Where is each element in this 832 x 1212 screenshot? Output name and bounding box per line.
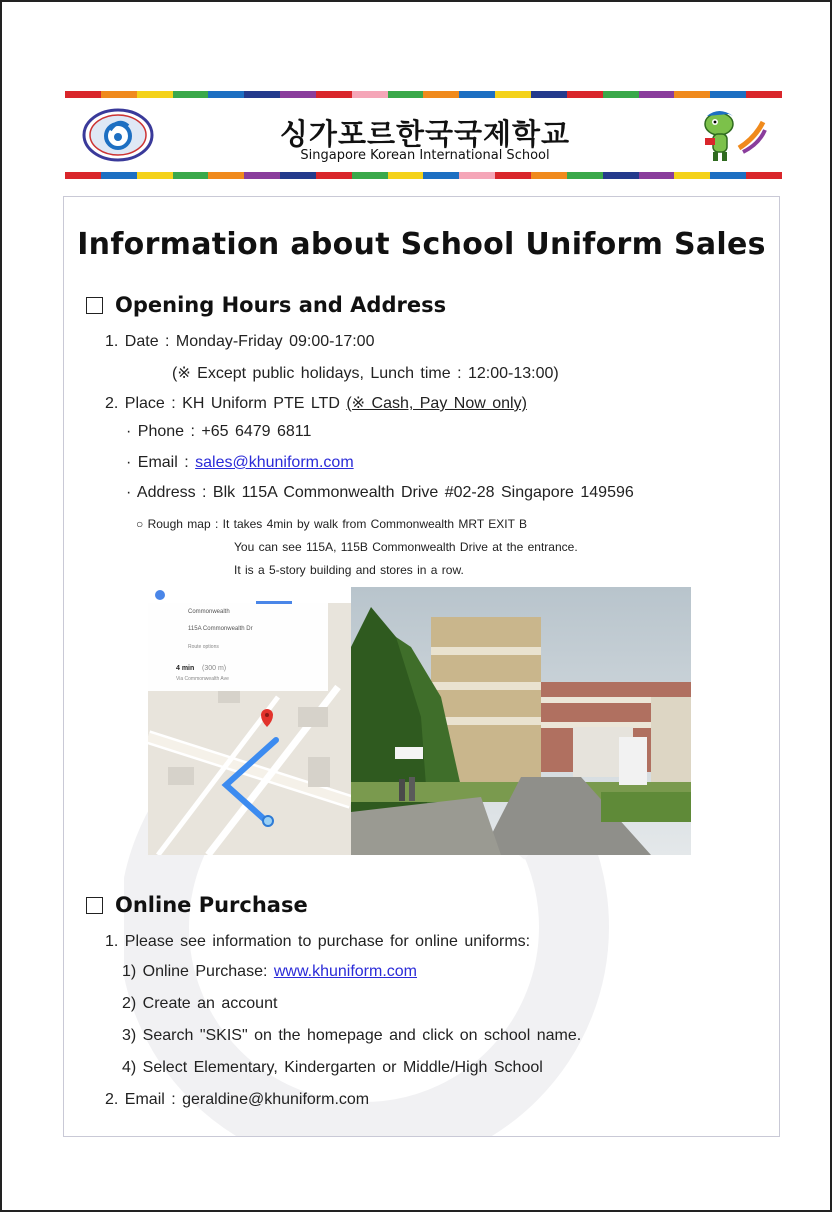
street-view-scene-icon [351,587,691,855]
rough-map-line-2: You can see 115A, 115B Commonwealth Drive at the entrance. [234,540,578,554]
map-distance: (300 m) [202,665,227,672]
rough-map-line-1: ○ Rough map : It takes 4min by walk from Commonwealth MRT EXIT B [136,517,528,531]
section-heading-online-text: Online Purchase [115,893,308,917]
map-route-options: Route options [188,644,219,650]
email-line [126,454,354,472]
online-intro: 1. Please see information to purchase for online uniforms: [105,933,531,950]
mascot-icon [693,108,767,166]
place-note: (※ Cash, Pay Now only) [346,395,527,412]
online-email-line: 2. Email : geraldine@khuniform.com [105,1091,370,1108]
address-line: · Address : Blk 115A Commonwealth Drive #02-28 Singapore 149596 [126,484,634,501]
street-view-photo [351,587,691,855]
sales-email-link[interactable]: sales@khuniform.com [195,454,354,471]
map-via: Via Commonwealth Ave [176,676,229,682]
section-heading-hours [86,293,446,317]
header-stripe-top [65,91,782,98]
place-label: 2. Place : KH Uniform PTE LTD [105,395,340,412]
phone-line: · Phone : +65 6479 6811 [126,423,312,440]
place-line [105,393,527,413]
date-note: (※ Except public holidays, Lunch time : 12:00-13:00) [172,365,559,382]
online-step-1-label: 1) Online Purchase: [122,963,268,980]
map-origin: Commonwealth [188,609,230,615]
date-line: 1. Date : Monday-Friday 09:00-17:00 [105,333,375,350]
online-step-2: 2) Create an account [122,995,278,1012]
online-step-3: 3) Search "SKIS" on the homepage and click on school name. [122,1027,582,1044]
online-step-1 [122,963,417,981]
school-logo-icon [82,108,154,162]
checkbox-square-icon [86,297,103,314]
content-box [63,196,780,1137]
rough-map-line-3: It is a 5-story building and stores in a row. [234,563,464,577]
email-label: · Email : [126,454,189,471]
document-title: Information about School Uniform Sales [77,227,766,262]
online-step-4: 4) Select Elementary, Kindergarten or Middle/High School [122,1059,543,1076]
school-name-english: Singapore Korean International School [300,148,550,163]
map-duration: 4 min [176,665,195,672]
route-map-image [148,587,351,855]
header-stripe-bottom [65,172,782,179]
khuniform-website-link[interactable]: www.khuniform.com [273,963,418,980]
checkbox-square-icon [86,897,103,914]
school-name-korean: 싱가포르한국국제학교 [279,117,571,151]
section-heading-hours-text: Opening Hours and Address [115,293,447,317]
map-destination: 115A Commonwealth Dr [188,626,253,632]
section-heading-online [86,893,308,917]
